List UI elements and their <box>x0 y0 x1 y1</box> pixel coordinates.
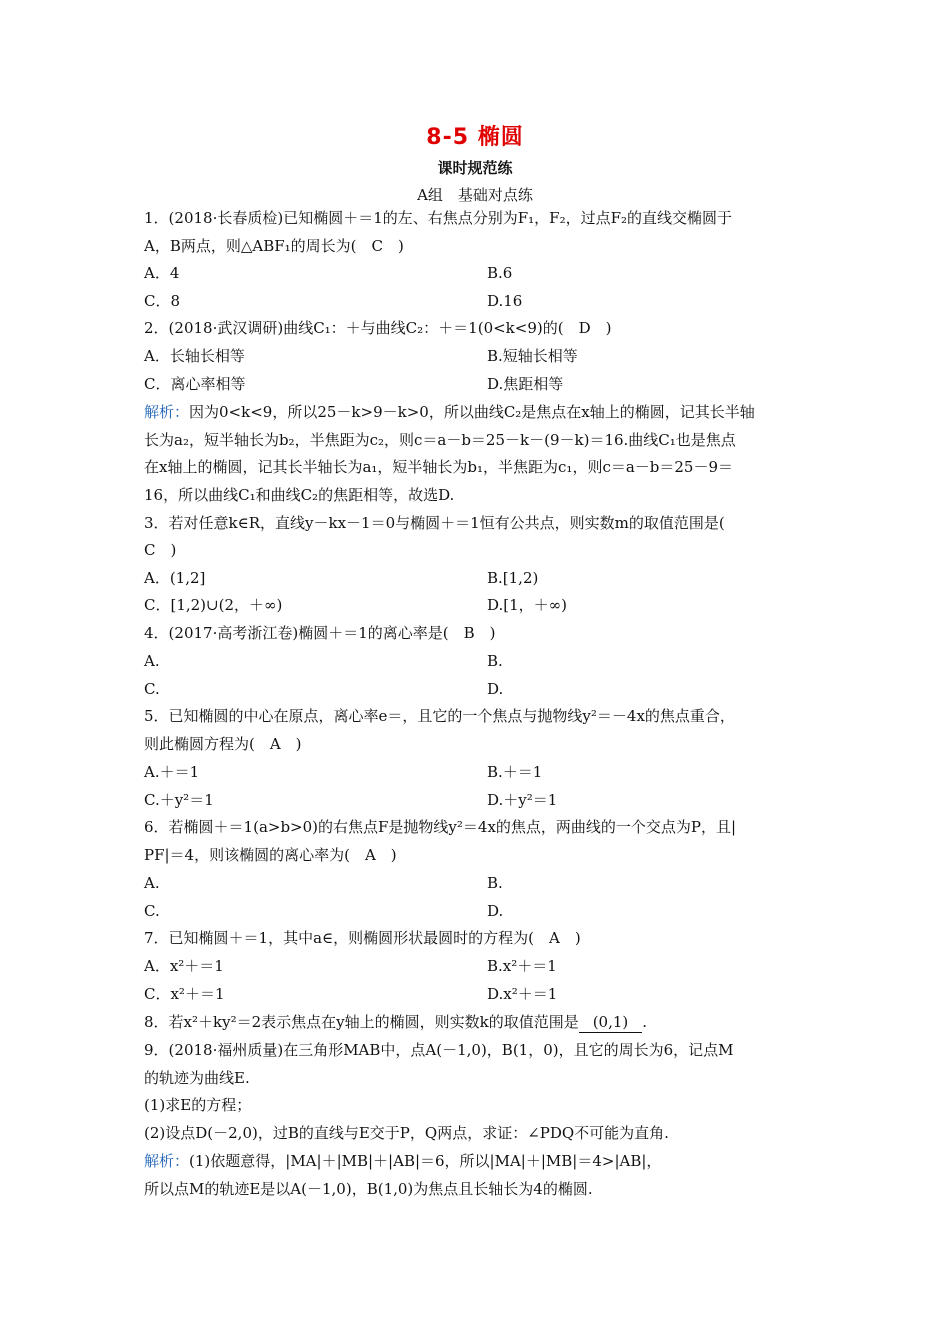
q4-option-c: C. <box>144 680 160 698</box>
q9-part-2: (2)设点D(－2,0)，过B的直线与E交于P，Q两点，求证：∠PDQ不可能为直角. <box>144 1124 669 1142</box>
q7-option-c: C．x²＋＝1 <box>144 985 225 1003</box>
q6-option-d: D. <box>487 902 504 920</box>
q5-option-b: B.＋＝1 <box>487 763 543 781</box>
q2-solution-line-3: 在x轴上的椭圆，记其长半轴长为a₁，短半轴长为b₁，半焦距为c₁，则c＝a－b＝25－9＝ <box>144 458 734 476</box>
q3-answer: C ) <box>144 541 177 559</box>
q8-period: . <box>642 1013 648 1031</box>
group-heading: A组 基础对点练 <box>417 186 533 204</box>
q2-option-b: B.短轴长相等 <box>487 347 578 365</box>
solution-text: 因为0<k<9，所以25－k>9－k>0，所以曲线C₂是焦点在x轴上的椭圆，记其长半轴 <box>189 403 755 421</box>
page-subtitle: 课时规范练 <box>437 159 513 177</box>
q9-solution-line-1 <box>144 1151 814 1171</box>
q3-option-a: A．(1,2] <box>144 569 206 587</box>
q7-option-b: B.x²＋＝1 <box>487 957 557 975</box>
solution-text: (1)依题意得，|MA|＋|MB|＋|AB|＝6，所以|MA|＋|MB|＝4>|AB|， <box>189 1152 662 1170</box>
page-title: 8-5 椭圆 <box>426 125 524 150</box>
q5-stem: 5．已知椭圆的中心在原点，离心率e＝，且它的一个焦点与抛物线y²＝－4x的焦点重合， <box>144 707 735 725</box>
q7-stem: 7．已知椭圆＋＝1，其中a∈，则椭圆形状最圆时的方程为( A ) <box>144 929 581 947</box>
q3-option-d: D.[1，＋∞) <box>487 596 568 614</box>
q1-stem-cont: A，B两点，则△ABF₁的周长为( C ) <box>144 237 404 255</box>
q9-stem-cont: 的轨迹为曲线E. <box>144 1069 250 1087</box>
q2-solution-line-4: 16，所以曲线C₁和曲线C₂的焦距相等，故选D. <box>144 486 455 504</box>
q1-stem: 1．(2018·长春质检)已知椭圆＋＝1的左、右焦点分别为F₁，F₂，过点F₂的直线交椭圆于 <box>144 209 732 227</box>
q6-stem: 6．若椭圆＋＝1(a>b>0)的右焦点F是抛物线y²＝4x的焦点，两曲线的一个交点为P，且| <box>144 818 737 836</box>
q4-option-b: B. <box>487 652 503 670</box>
q4-option-a: A. <box>144 652 160 670</box>
q2-solution-line-2: 长为a₂，短半轴长为b₂，半焦距为c₂，则c＝a－b＝25－k－(9－k)＝16.曲线C₁也是焦点 <box>144 431 736 449</box>
q2-option-c: C．离心率相等 <box>144 375 246 393</box>
q8-answer-blank: (0,1) <box>579 1012 643 1033</box>
q7-option-d: D.x²＋＝1 <box>487 985 558 1003</box>
q4-stem: 4．(2017·高考浙江卷)椭圆＋＝1的离心率是( B ) <box>144 624 496 642</box>
q9-stem: 9．(2018·福州质量)在三角形MAB中，点A(－1,0)，B(1，0)，且它的周长为6，记点M <box>144 1041 734 1059</box>
q3-stem: 3．若对任意k∈R，直线y－kx－1＝0与椭圆＋＝1恒有公共点，则实数m的取值范围是( <box>144 514 725 532</box>
q8-stem <box>144 1012 814 1033</box>
q1-option-d: D.16 <box>487 292 523 310</box>
q6-option-a: A. <box>144 874 160 892</box>
q6-stem-cont: PF|＝4，则该椭圆的离心率为( A ) <box>144 846 397 864</box>
q5-option-a: A.＋＝1 <box>144 763 200 781</box>
q7-option-a: A．x²＋＝1 <box>144 957 224 975</box>
q2-option-a: A．长轴长相等 <box>144 347 245 365</box>
q8-text: 8．若x²＋ky²＝2表示焦点在y轴上的椭圆，则实数k的取值范围是 <box>144 1013 579 1031</box>
q9-part-1: (1)求E的方程； <box>144 1096 252 1114</box>
q1-option-a: A．4 <box>144 264 180 282</box>
q4-option-d: D. <box>487 680 504 698</box>
q6-option-c: C. <box>144 902 160 920</box>
q9-solution-line-2: 所以点M的轨迹E是以A(－1,0)，B(1,0)为焦点且长轴长为4的椭圆. <box>144 1180 593 1198</box>
q3-option-c: C．[1,2)∪(2，＋∞) <box>144 596 283 614</box>
solution-label: 解析： <box>144 1152 190 1170</box>
q2-option-d: D.焦距相等 <box>487 375 564 393</box>
q5-stem-cont: 则此椭圆方程为( A ) <box>144 735 302 753</box>
q1-option-c: C．8 <box>144 292 181 310</box>
q6-option-b: B. <box>487 874 503 892</box>
q1-option-b: B.6 <box>487 264 513 282</box>
q2-solution-line-1 <box>144 402 814 422</box>
q5-option-d: D.＋y²＝1 <box>487 791 558 809</box>
q5-option-c: C.＋y²＝1 <box>144 791 214 809</box>
q3-option-b: B.[1,2) <box>487 569 539 587</box>
solution-label: 解析： <box>144 403 190 421</box>
q2-stem: 2．(2018·武汉调研)曲线C₁：＋与曲线C₂：＋＝1(0<k<9)的( D ) <box>144 319 612 337</box>
